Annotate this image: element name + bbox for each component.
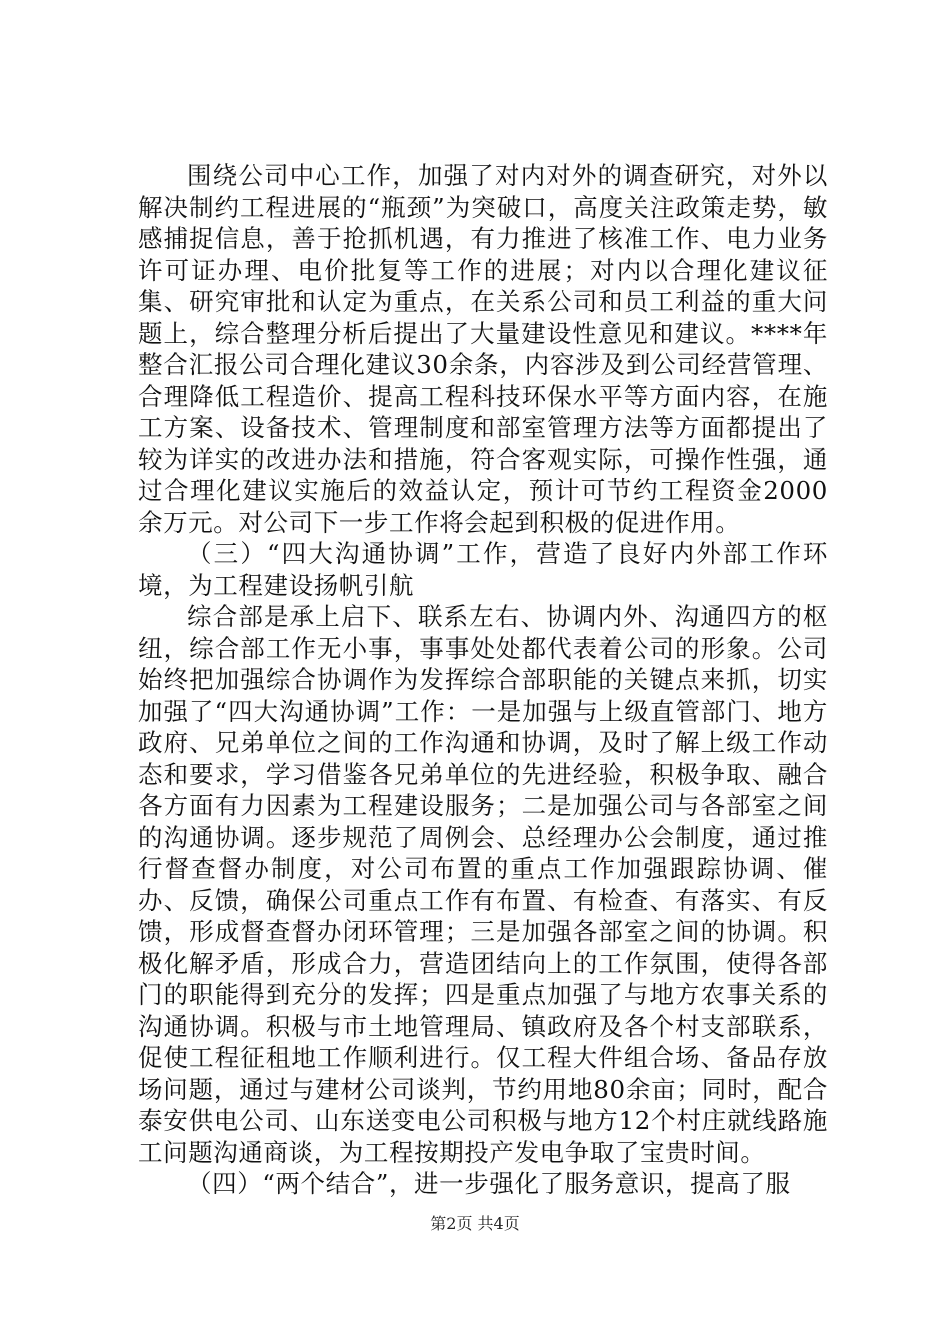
paragraph-research: 围绕公司中心工作，加强了对内对外的调查研究，对外以解决制约工程进展的“瓶颈”为突破口，高度关注政策走势，敏感捕捉信息，善于抢抓机遇，有力推进了核准工作、电力业务许可证办理、电价批复等工作的进展；对内以合理化建议征集、研究审批和认定为重点，在关系公司和员工利益的重大问题上，综合整理分析后提出了大量建设性意见和建议。****年整合汇报公司合理化建议30余条，内容涉及到公司经营管理、合理降低工程造价、提高工程科技环保水平等方面内容，在施工方案、设备技术、管理制度和部室管理方法等方面都提出了较为详实的改进办法和措施，符合客观实际，可操作性强，通过合理化建议实施后的效益认定，预计可节约工程资金2000余万元。对公司下一步工作将会起到积极的促进作用。: [138, 161, 828, 537]
document-body: [138, 160, 828, 1200]
page-number-footer: 第2页 共4页: [430, 1214, 520, 1233]
paragraph-coordination: 综合部是承上启下、联系左右、协调内外、沟通四方的枢纽，综合部工作无小事，事事处处都代表着公司的形象。公司始终把加强综合协调作为发挥综合部职能的关键点来抓，切实加强了“四大沟通协调”工作：一是加强与上级直管部门、地方政府、兄弟单位之间的工作沟通和协调，及时了解上级工作动态和要求，学习借鉴各兄弟单位的先进经验，积极争取、融合各方面有力因素为工程建设服务；二是加强公司与各部室之间的沟通协调。逐步规范了周例会、总经理办公会制度，通过推行督查督办制度，对公司布置的重点工作加强跟踪协调、催办、反馈，确保公司重点工作有布置、有检查、有落实、有反馈，形成督查督办闭环管理；三是加强各部室之间的协调。积极化解矛盾，形成合力，营造团结向上的工作氛围，使得各部门的职能得到充分的发挥；四是重点加强了与地方农事关系的沟通协调。积极与市土地管理局、镇政府及各个村支部联系，促使工程征租地工作顺利进行。仅工程大件组合场、备品存放场问题，通过与建材公司谈判，节约用地80余亩；同时，配合泰安供电公司、山东送变电公司积极与地方12个村庄就线路施工问题沟通商谈，为工程按期投产发电争取了宝贵时间。: [138, 602, 828, 1167]
section-heading-3: （三）“四大沟通协调”工作，营造了良好内外部工作环境，为工程建设扬帆引航: [138, 539, 828, 600]
section-heading-4: （四）“两个结合”，进一步强化了服务意识，提高了服: [187, 1169, 791, 1198]
